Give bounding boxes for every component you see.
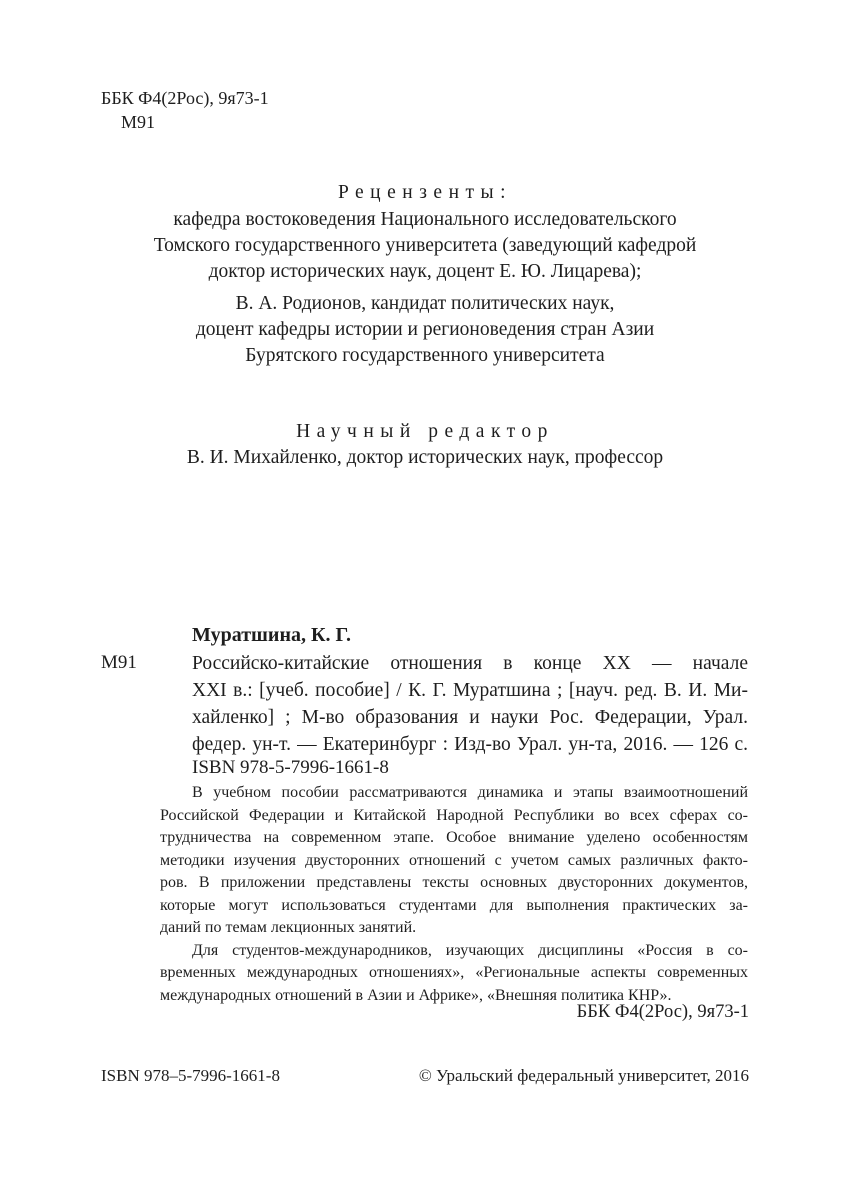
editor-heading: Научный редактор: [296, 421, 554, 442]
biblio-line: XXI в.: [учеб. пособие] / К. Г. Муратшина ; [науч. ред. В. И. Ми-: [192, 680, 748, 701]
reviewer-person-line: доцент кафедры истории и регионоведения стран Азии: [195, 319, 655, 340]
reviewer-person-line: Бурятского государственного университета: [245, 345, 605, 366]
author-name: Муратшина, К. Г.: [192, 624, 351, 646]
abstract-line: временных международных отношениях», «Региональные аспекты современных: [160, 964, 748, 981]
bbk-classification-bottom: ББК Ф4(2Рос), 9я73-1: [576, 1002, 749, 1022]
biblio-line: Российско-китайские отношения в конце XX — начале: [192, 653, 748, 674]
reviewers-heading: Рецензенты:: [337, 182, 513, 203]
reviewer-department: [100, 207, 750, 285]
abstract-line: которые могут использоваться студентами для выполнения практических за-: [160, 896, 748, 914]
isbn-entry: ISBN 978-5-7996-1661-8: [192, 757, 389, 778]
reviewer-department-line: Томского государственного университета (заведующий кафедрой: [153, 235, 697, 256]
isbn-footer: ISBN 978–5-7996-1661-8: [101, 1066, 280, 1085]
editor-name: В. И. Михайленко, доктор исторических наук, профессор: [186, 447, 664, 468]
author-code-top: М91: [121, 112, 156, 132]
biblio-line: хайленко] ; М-во образования и науки Рос. Федерации, Урал.: [192, 707, 748, 728]
reviewer-department-line: кафедра востоковедения Национального исследовательского: [173, 209, 677, 230]
bibliographic-description: [192, 650, 748, 758]
abstract-line: трудничества на современном этапе. Особое внимание уделено особенностям: [160, 829, 748, 846]
abstract-line: ров. В приложении представлены тексты основных двусторонних документов,: [160, 874, 748, 891]
abstract-line: Российской Федерации и Китайской Народной Республики во всех сферах со-: [160, 806, 748, 824]
bbk-classification-top: ББК Ф4(2Рос), 9я73-1: [101, 88, 269, 108]
abstract-line: В учебном пособии рассматриваются динамика и этапы взаимоотношений: [192, 784, 748, 801]
reviewer-department-line: доктор исторических наук, доцент Е. Ю. Лицарева);: [208, 261, 642, 282]
abstract-line: методики изучения двусторонних отношений с учетом самых различных факто-: [160, 851, 748, 869]
abstract-line: Для студентов-международников, изучающих дисциплины «Россия в со-: [192, 941, 748, 959]
abstract-line: международных отношений в Азии и Африке», «Внешняя политика КНР».: [160, 986, 672, 1004]
reviewer-person: [100, 291, 750, 369]
abstract-line: даний по темам лекционных занятий.: [160, 919, 417, 936]
copyright-notice: © Уральский федеральный университет, 2016: [418, 1066, 749, 1085]
biblio-line: федер. ун-т. — Екатеринбург : Изд-во Урал. ун-та, 2016. — 126 с.: [192, 734, 748, 755]
abstract: [160, 782, 748, 1007]
reviewer-person-line: В. А. Родионов, кандидат политических наук,: [235, 293, 615, 314]
author-code-entry: М91: [101, 652, 137, 673]
